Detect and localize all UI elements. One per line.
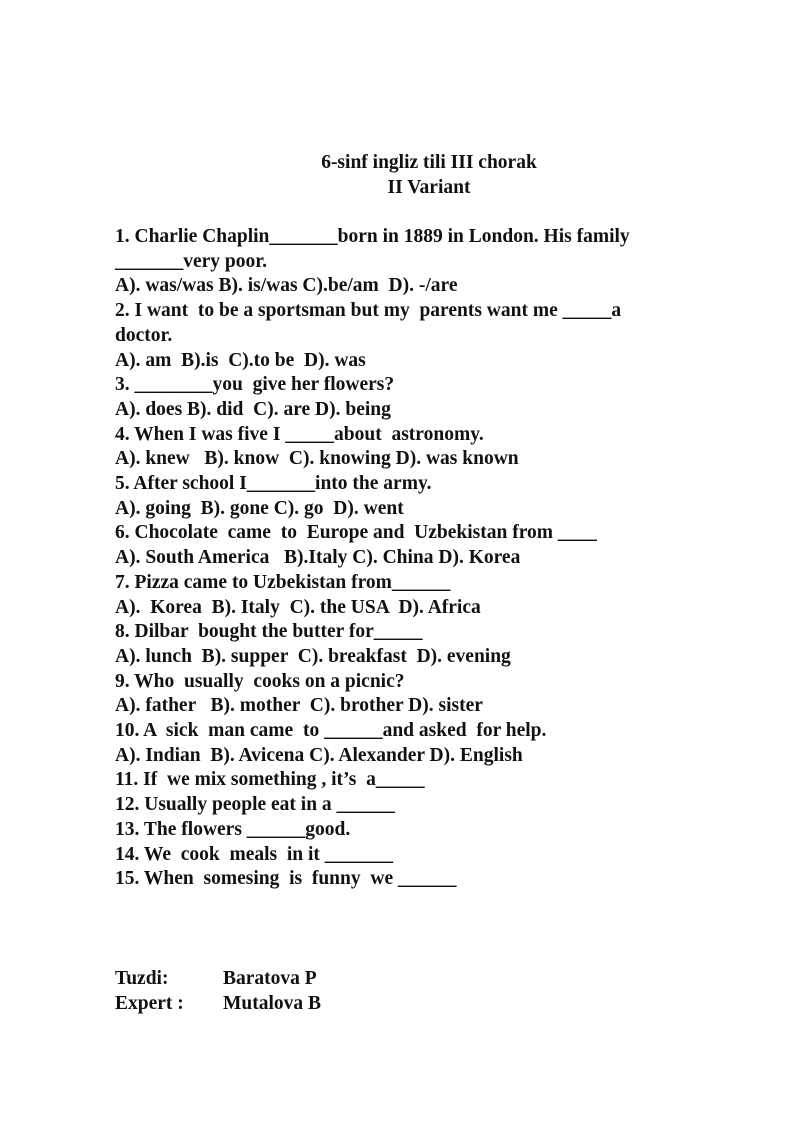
answer-options: A). knew B). know C). knowing D). was known xyxy=(115,448,519,470)
question-line: 7. Pizza came to Uzbekistan from______ xyxy=(115,571,451,593)
signature-block xyxy=(115,966,321,1016)
question-line: 10. A sick man came to ______and asked for help. xyxy=(115,720,547,742)
question-line: 12. Usually people eat in a ______ xyxy=(115,794,396,816)
title-block xyxy=(0,150,800,200)
signature-row-expert xyxy=(115,991,321,1016)
question-line: 9. Who usually cooks on a picnic? xyxy=(115,670,405,692)
question-line: 1. Charlie Chaplin_______born in 1889 in London. His family xyxy=(115,226,630,247)
question-line: 13. The flowers ______good. xyxy=(115,818,351,840)
question-line: _______very poor. xyxy=(115,250,268,272)
signature-name: Baratova P xyxy=(223,968,317,989)
signature-role: Tuzdi: xyxy=(115,968,169,989)
question-line: doctor. xyxy=(115,324,173,346)
question-line: 5. After school I_______into the army. xyxy=(115,473,432,495)
signature-row-author xyxy=(115,966,321,991)
answer-options: A). Korea B). Italy C). the USA D). Africa xyxy=(115,596,481,618)
answer-options: A). lunch B). supper C). breakfast D). evening xyxy=(115,645,511,667)
question-line: 15. When somesing is funny we ______ xyxy=(115,868,457,890)
signature-role: Expert : xyxy=(115,993,184,1014)
question-line: 4. When I was five I _____about astronomy. xyxy=(115,423,484,445)
signature-name: Mutalova B xyxy=(223,993,322,1014)
answer-options: A). father B). mother C). brother D). sister xyxy=(115,695,483,717)
questions-block xyxy=(115,225,755,892)
question-line: 6. Chocolate came to Europe and Uzbekistan from ____ xyxy=(115,522,597,544)
answer-options: A). South America B).Italy C). China D). Korea xyxy=(115,547,521,569)
question-line: 8. Dilbar bought the butter for_____ xyxy=(115,621,423,643)
question-line: 11. If we mix something , it’s a_____ xyxy=(115,769,425,791)
answer-options: A). was/was B). is/was C).be/am D). -/are xyxy=(115,275,458,297)
question-line: 3. ________you give her flowers? xyxy=(115,374,395,396)
variant-label: II Variant xyxy=(387,177,471,198)
question-line: 2. I want to be a sportsman but my parents want me _____a xyxy=(115,300,622,322)
question-line: 14. We cook meals in it _______ xyxy=(115,843,394,865)
document-title: 6-sinf ingliz tili III chorak xyxy=(321,152,537,173)
answer-options: A). does B). did C). are D). being xyxy=(115,398,391,420)
answer-options: A). am B).is C).to be D). was xyxy=(115,349,366,371)
answer-options: A). Indian B). Avicena C). Alexander D). English xyxy=(115,744,523,766)
answer-options: A). going B). gone C). go D). went xyxy=(115,497,404,519)
